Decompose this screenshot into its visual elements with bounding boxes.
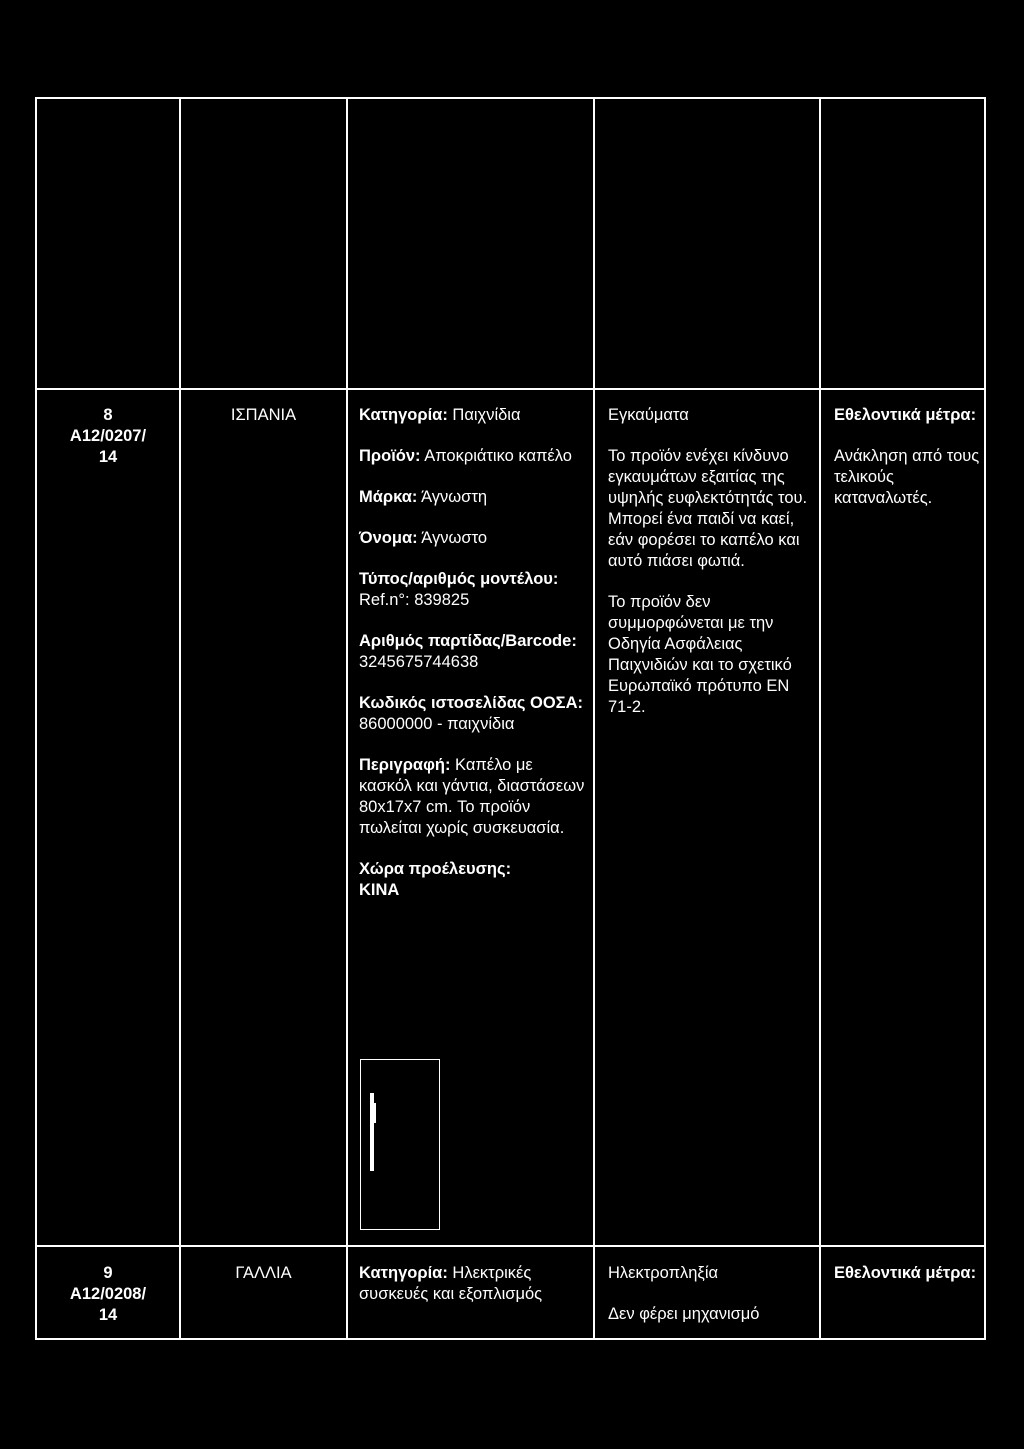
photo-mark: [373, 1103, 376, 1123]
case-reference-line2: 14: [98, 448, 118, 466]
measures-cell: [834, 1263, 980, 1284]
country: ΓΑΛΛΙΑ: [235, 1264, 292, 1282]
risk-type: Εγκαύματα: [608, 406, 689, 424]
case-reference-line2: 14: [98, 1306, 118, 1324]
case-number-cell: [37, 1263, 179, 1326]
origin-field: Χώρα προέλευσης: ΚΙΝΑ: [359, 860, 512, 899]
case-number-cell: [37, 405, 179, 468]
risk-cell: [608, 1263, 814, 1325]
measures-label: Εθελοντικά μέτρα:: [834, 406, 977, 424]
model-field: Τύπος/αριθμός μοντέλου: Ref.n°: 839825: [359, 570, 559, 609]
batch-barcode-field: Αριθμός παρτίδας/Barcode: 3245675744638: [359, 632, 577, 671]
column-divider: [346, 97, 348, 1340]
column-divider: [35, 97, 37, 1340]
category-field: Κατηγορία: Ηλεκτρικές συσκευές και εξοπλισμός: [359, 1264, 543, 1303]
column-divider: [984, 97, 986, 1340]
risk-cell: [608, 405, 814, 718]
name-field: Όνομα: Άγνωστο: [359, 529, 488, 547]
description-field: Περιγραφή: Καπέλο με κασκόλ και γάντια, διαστάσεων 80x17x7 cm. Το προϊόν πωλείται χωρίς συσκευασία.: [359, 756, 585, 837]
case-reference-line1: A12/0207/: [69, 427, 147, 445]
case-number: 8: [103, 406, 113, 424]
country: ΙΣΠΑΝΙΑ: [230, 406, 297, 424]
product-field: Προϊόν: Αποκριάτικο καπέλο: [359, 447, 572, 465]
measures-value: Ανάκληση από τους τελικούς καταναλωτές.: [834, 447, 980, 507]
risk-type: Ηλεκτροπληξία: [608, 1264, 719, 1282]
product-details-cell: [359, 405, 587, 901]
risk-description: Δεν φέρει μηχανισμό: [608, 1305, 760, 1323]
category-field: Κατηγορία: Παιχνίδια: [359, 406, 521, 424]
column-divider: [819, 97, 821, 1340]
case-reference-line1: A12/0208/: [69, 1285, 147, 1303]
measures-cell: [834, 405, 980, 509]
measures-label: Εθελοντικά μέτρα:: [834, 1264, 977, 1282]
product-photo: [360, 1059, 440, 1230]
country-cell: [181, 405, 346, 426]
column-divider: [593, 97, 595, 1340]
brand-field: Μάρκα: Άγνωστη: [359, 488, 488, 506]
column-divider: [179, 97, 181, 1340]
country-cell: [181, 1263, 346, 1284]
product-details-cell: [359, 1263, 587, 1305]
risk-description: Το προϊόν ενέχει κίνδυνο εγκαυμάτων εξαιτίας της υψηλής ευφλεκτότητάς του. Μπορεί ένα παιδί να καεί, εάν φορέσει το καπέλο και αυτό πιάσει φωτιά.: [608, 447, 808, 570]
oecd-code-field: Κωδικός ιστοσελίδας ΟΟΣΑ: 86000000 - παιχνίδια: [359, 694, 583, 733]
case-number: 9: [103, 1264, 113, 1282]
compliance-note: Το προϊόν δεν συμμορφώνεται με την Οδηγία Ασφάλειας Παιχνιδιών και το σχετικό Ευρωπαϊκό πρότυπο EN 71-2.: [608, 593, 792, 716]
